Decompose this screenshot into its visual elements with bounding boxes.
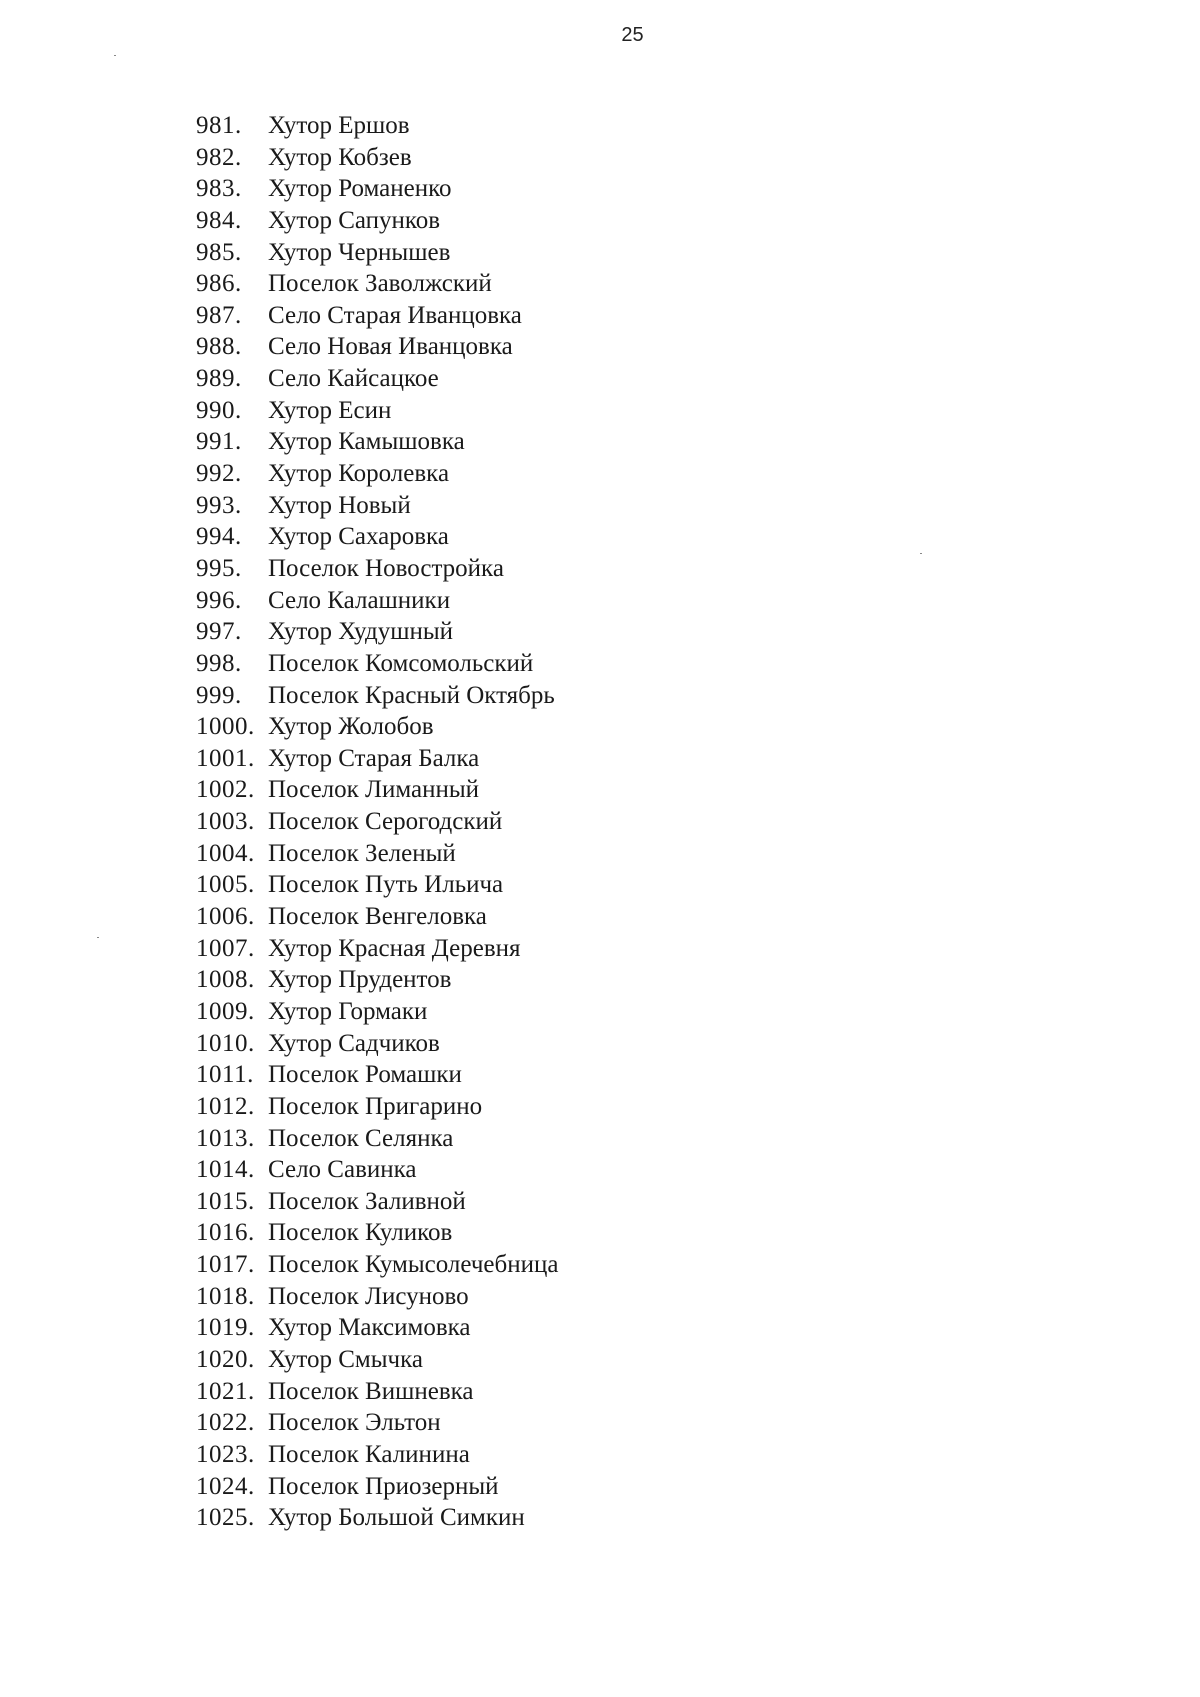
list-item [196,869,558,901]
item-name: Хутор Старая Балка [268,744,480,772]
list-item [196,490,558,522]
item-name: Поселок Заволжский [268,270,492,298]
list-item [196,521,558,553]
item-name: Поселок Лисуново [268,1282,469,1310]
list-item [196,1312,558,1344]
item-number: 1005. [196,871,255,899]
list-item [196,300,558,332]
item-number: 982. [196,143,242,171]
list-item [196,933,558,965]
list-item [196,205,558,237]
list-item [196,1471,558,1503]
item-number: 988. [196,333,242,361]
item-name: Поселок Лиманный [268,776,480,804]
item-number: 1023. [196,1440,255,1468]
list-item [196,585,558,617]
item-number: 985. [196,238,242,266]
item-name: Хутор Жолобов [268,713,434,741]
item-number: 1002. [196,776,255,804]
item-number: 990. [196,396,242,424]
list-item [196,1217,558,1249]
item-number: 1014. [196,1156,255,1184]
list-item [196,680,558,712]
item-number: 1015. [196,1187,255,1215]
item-number: 999. [196,681,242,709]
list-item [196,1344,558,1376]
item-name: Поселок Вишневка [268,1377,474,1405]
list-item [196,1281,558,1313]
item-name: Хутор Красная Деревня [268,934,521,962]
item-number: 987. [196,301,242,329]
list-item [196,142,558,174]
item-number: 998. [196,649,242,677]
item-number: 994. [196,523,242,551]
list-item [196,268,558,300]
item-number: 1001. [196,744,255,772]
settlement-list [196,110,558,1534]
item-number: 1004. [196,839,255,867]
item-name: Село Савинка [268,1156,417,1184]
item-name: Поселок Новостройка [268,554,504,582]
item-name: Хутор Худушный [268,618,454,646]
list-item [196,426,558,458]
list-item [196,711,558,743]
item-name: Поселок Серогодский [268,808,503,836]
item-number: 1022. [196,1409,255,1437]
item-name: Поселок Красный Октябрь [268,681,555,709]
scan-speck [97,937,99,938]
item-number: 1018. [196,1282,255,1310]
list-item [196,901,558,933]
item-name: Село Старая Иванцовка [268,301,522,329]
list-item [196,1376,558,1408]
item-name: Поселок Путь Ильича [268,871,504,899]
item-name: Хутор Чернышев [268,238,451,266]
scan-speck [920,553,922,554]
item-number: 1010. [196,1029,255,1057]
item-name: Поселок Приозерный [268,1472,499,1500]
list-item [196,237,558,269]
item-name: Хутор Максимовка [268,1314,471,1342]
item-name: Село Калашники [268,586,451,614]
item-number: 1017. [196,1251,255,1279]
item-number: 1007. [196,934,255,962]
item-number: 995. [196,554,242,582]
item-number: 991. [196,428,242,456]
item-name: Хутор Есин [268,396,392,424]
item-name: Хутор Садчиков [268,1029,440,1057]
item-number: 1011. [196,1061,254,1089]
list-item [196,553,558,585]
item-number: 1020. [196,1345,255,1373]
list-item [196,1028,558,1060]
item-name: Поселок Селянка [268,1124,454,1152]
item-name: Поселок Пригарино [268,1092,483,1120]
item-name: Хутор Смычка [268,1345,423,1373]
item-number: 981. [196,112,242,139]
list-item [196,458,558,490]
list-item [196,395,558,427]
item-number: 1000. [196,713,255,741]
item-name: Поселок Куликов [268,1219,453,1247]
scan-speck [114,55,116,56]
item-name: Село Кайсацкое [268,365,439,393]
item-number: 992. [196,460,242,488]
list-item [196,616,558,648]
list-item [196,331,558,363]
item-number: 1006. [196,903,255,931]
item-number: 1019. [196,1314,255,1342]
item-name: Хутор Гормаки [268,997,428,1025]
list-item [196,1439,558,1471]
list-item [196,964,558,996]
item-number: 984. [196,206,242,234]
item-number: 1008. [196,966,255,994]
item-name: Хутор Большой Симкин [268,1504,525,1532]
item-number: 1024. [196,1472,255,1500]
item-number: 1016. [196,1219,255,1247]
list-item [196,1091,558,1123]
item-number: 993. [196,491,242,519]
list-item [196,774,558,806]
item-name: Хутор Прудентов [268,966,452,994]
item-name: Поселок Эльтон [268,1409,441,1437]
list-item [196,1502,558,1534]
item-name: Поселок Кумысолечебница [268,1251,559,1279]
item-name: Село Новая Иванцовка [268,333,513,361]
list-item [196,743,558,775]
item-number: 989. [196,365,242,393]
item-number: 1003. [196,808,255,836]
item-name: Поселок Калинина [268,1440,470,1468]
list-item [196,1059,558,1091]
list-item [196,996,558,1028]
page-number: 25 [621,24,644,46]
item-number: 983. [196,175,242,203]
item-name: Хутор Королевка [268,460,450,488]
item-name: Хутор Камышовка [268,428,465,456]
list-item [196,806,558,838]
item-number: 996. [196,586,242,614]
list-item [196,1154,558,1186]
list-item [196,1407,558,1439]
list-item [196,363,558,395]
list-item [196,648,558,680]
item-name: Поселок Зеленый [268,839,456,867]
list-item [196,1123,558,1155]
item-name: Хутор Ершов [268,112,410,139]
item-name: Хутор Новый [268,491,411,519]
list-item [196,173,558,205]
list-item [196,1186,558,1218]
list-item [196,838,558,870]
item-name: Хутор Сахаровка [268,523,449,551]
item-number: 1025. [196,1504,255,1532]
list-item [196,1249,558,1281]
item-name: Поселок Венгеловка [268,903,487,931]
item-number: 986. [196,270,242,298]
item-number: 1013. [196,1124,255,1152]
item-number: 1021. [196,1377,255,1405]
item-number: 1012. [196,1092,255,1120]
item-name: Хутор Кобзев [268,143,412,171]
list-item [196,110,558,142]
item-number: 997. [196,618,242,646]
item-name: Поселок Комсомольский [268,649,534,677]
item-name: Хутор Романенко [268,175,452,203]
item-name: Поселок Заливной [268,1187,466,1215]
item-number: 1009. [196,997,255,1025]
item-name: Хутор Сапунков [268,206,441,234]
item-name: Поселок Ромашки [268,1061,462,1089]
